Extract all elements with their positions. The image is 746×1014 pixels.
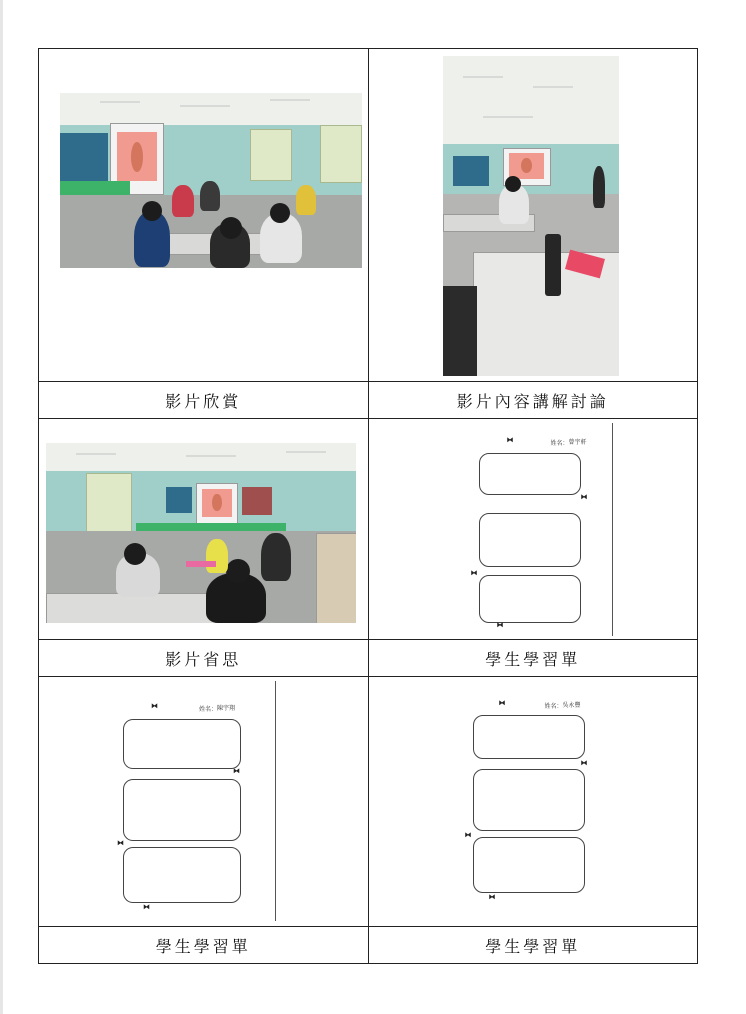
worksheet-name-label: 姓名：: [544, 703, 563, 710]
caption-student-worksheet-2: 學生學習單: [39, 927, 369, 964]
classroom-reflection-photo: [46, 443, 356, 623]
page-edge: [0, 0, 3, 1014]
cell-r3c1: [39, 677, 369, 927]
caption-video-reflection: 影片省思: [39, 640, 369, 677]
classroom-discussion-photo: [443, 56, 619, 376]
cell-r2c1: [39, 419, 369, 640]
worksheet-scan-a: ⧓ 姓名： 曾宇軒 ⧓ ⧓ ⧓: [469, 433, 614, 629]
caption-video-discussion: 影片內容講解討論: [368, 382, 698, 419]
worksheet-scan-c: ⧓ 姓名： 吳永豐 ⧓ ⧓ ⧓: [463, 687, 613, 907]
caption-video-watching: 影片欣賞: [39, 382, 369, 419]
worksheet-name-label: 姓名：: [199, 706, 218, 713]
photo-grid-table: [38, 48, 698, 964]
caption-student-worksheet-1: 學生學習單: [368, 640, 698, 677]
worksheet-name-value: 吳永豐: [562, 702, 581, 709]
cell-r2c2: [368, 419, 698, 640]
cell-r1c1: [39, 49, 369, 382]
caption-student-worksheet-3: 學生學習單: [368, 927, 698, 964]
worksheet-scan-b: ⧓ 姓名： 陳宇翔 ⧓ ⧓ ⧓: [117, 699, 257, 909]
worksheet-name-value: 陳宇翔: [217, 705, 236, 712]
worksheet-name-label: 姓名：: [550, 440, 569, 447]
worksheet-name-value: 曾宇軒: [568, 439, 587, 446]
cell-r1c2: [368, 49, 698, 382]
cell-r3c2: [368, 677, 698, 927]
classroom-video-screening-photo: [60, 93, 362, 268]
